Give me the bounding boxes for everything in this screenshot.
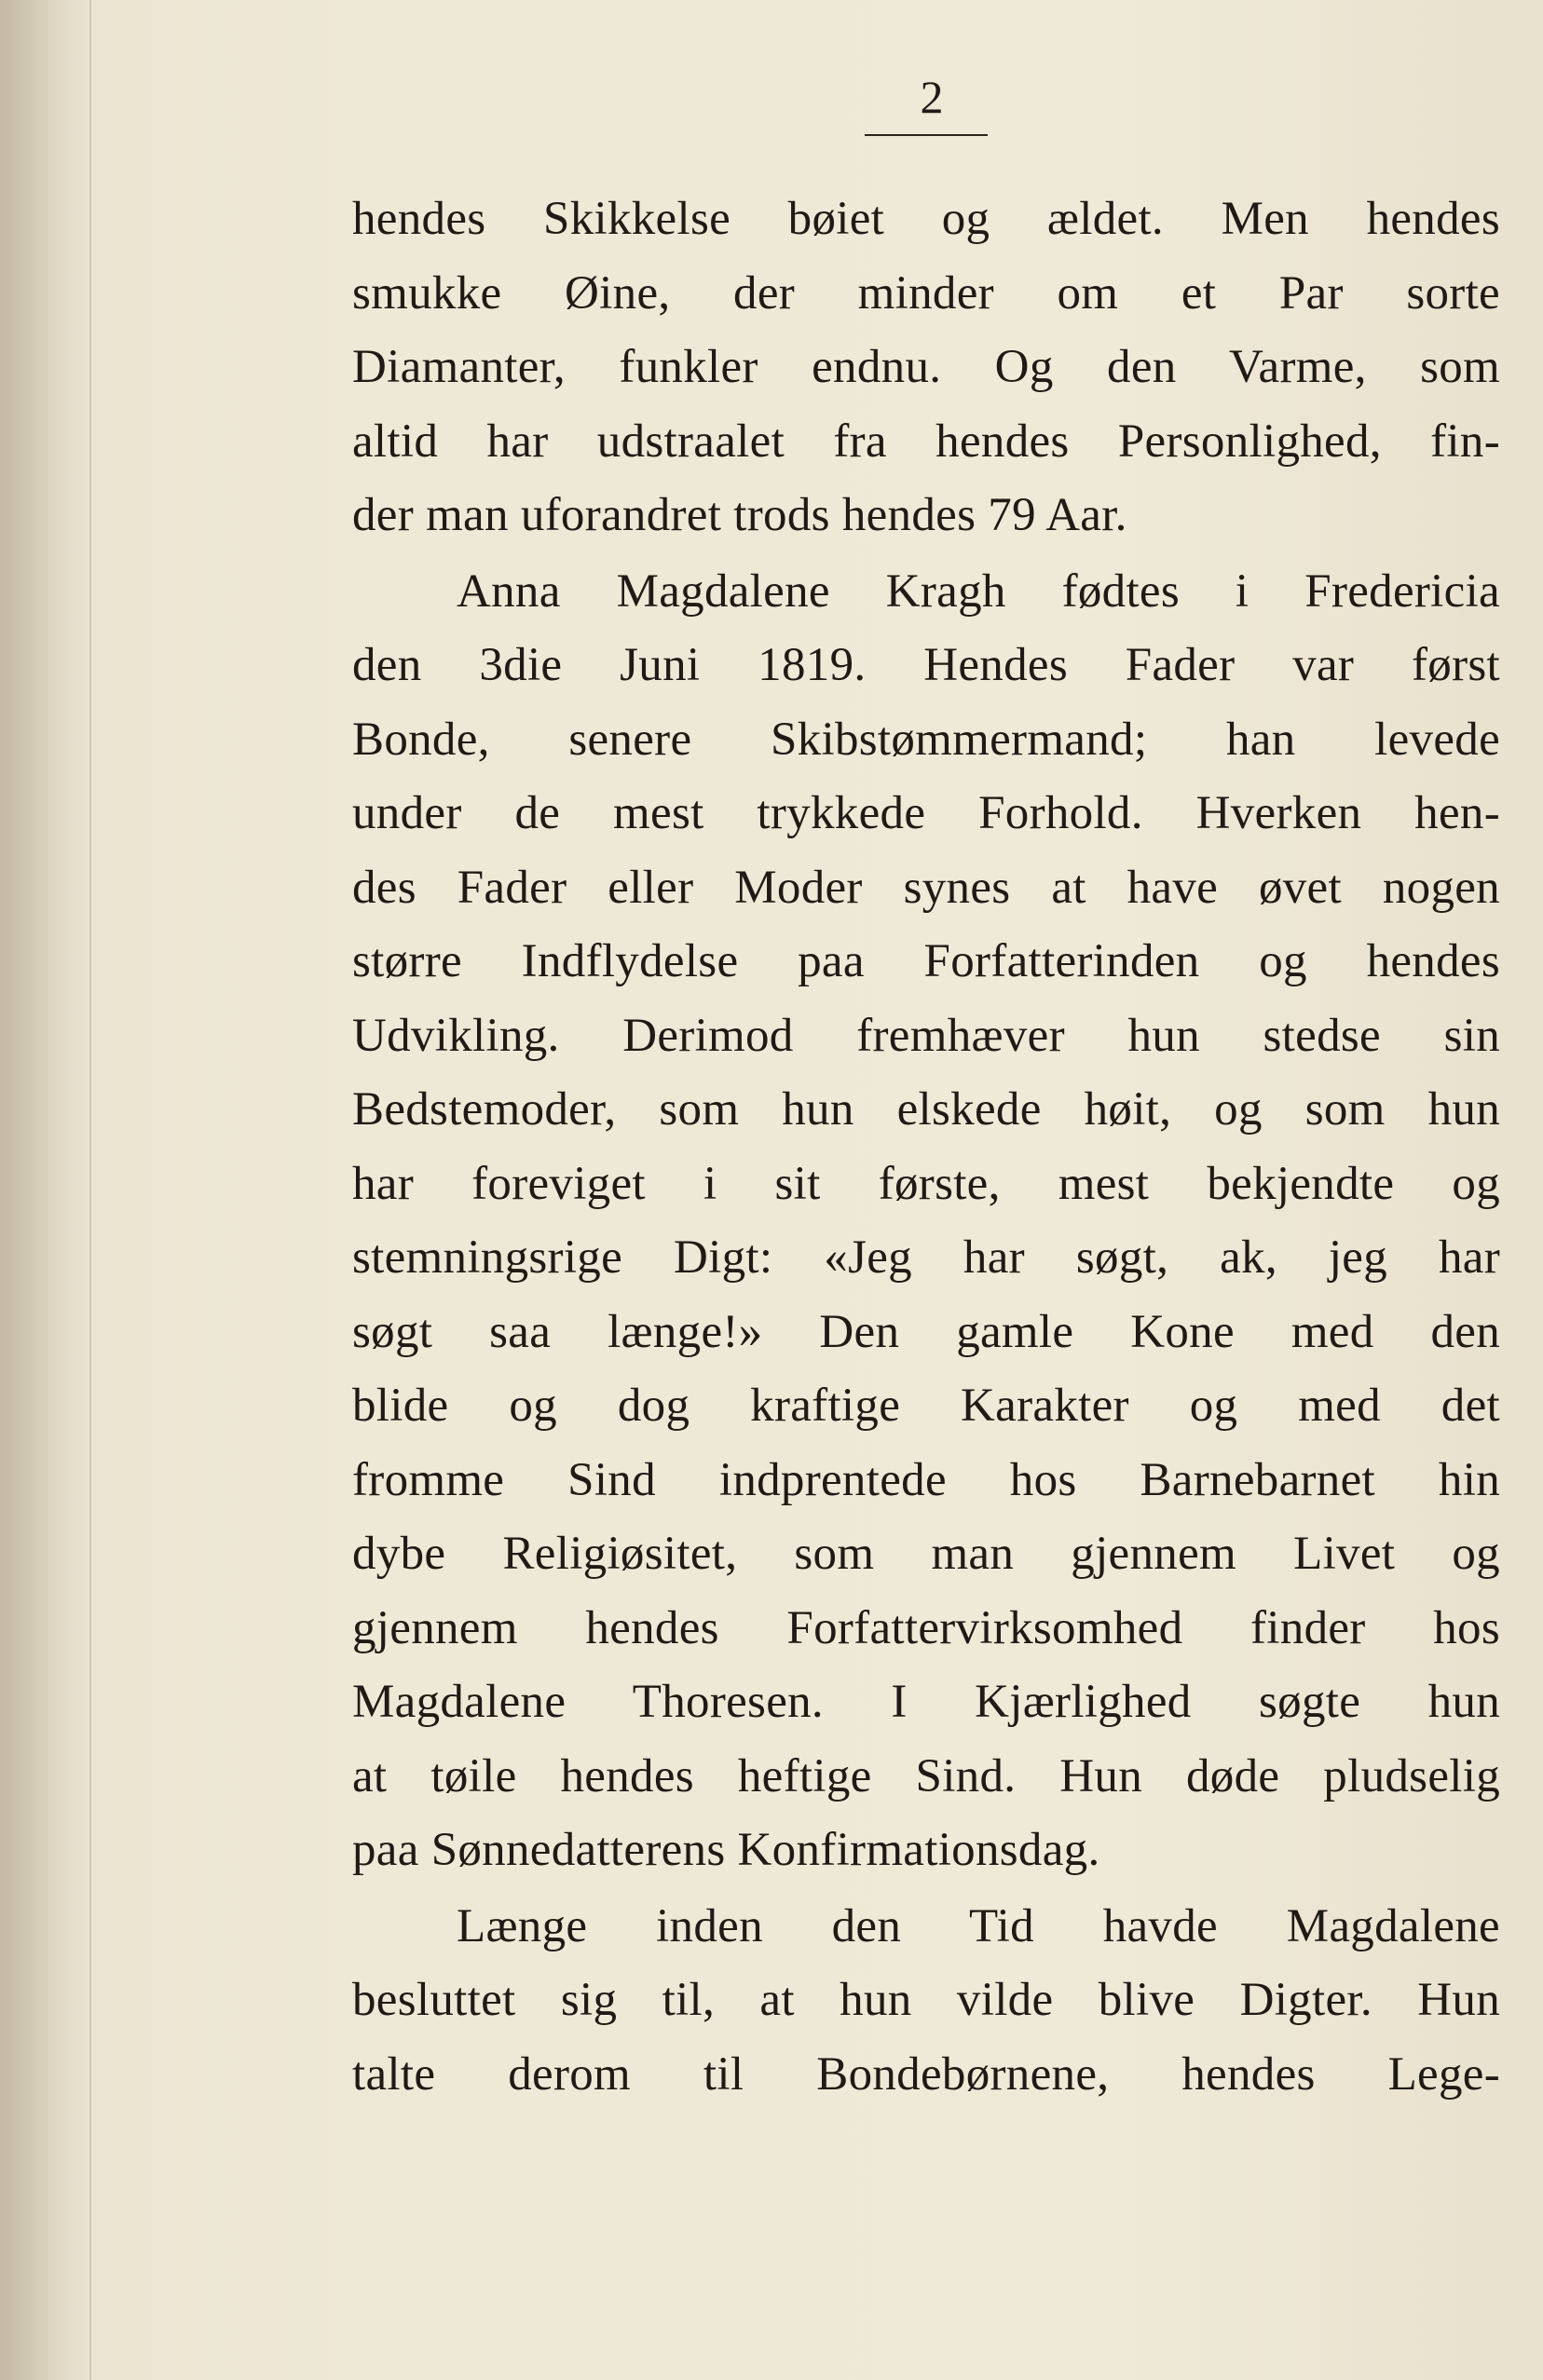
- text-line: gjennem hendes Forfattervirksomhed finder hos: [352, 1601, 1500, 1654]
- text-line: under de mest trykkede Forhold. Hverken hen-: [352, 787, 1500, 839]
- text-line: smukke Øine, der minder om et Par sorte: [352, 266, 1500, 320]
- page-number-rule: [865, 134, 988, 136]
- text-line: Anna Magdalene Kragh fødtes i Fredericia: [457, 564, 1500, 618]
- text-line: stemningsrige Digt: «Jeg har søgt, ak, jeg har: [352, 1231, 1500, 1284]
- text-line: søgt saa længe!» Den gamle Kone med den: [352, 1305, 1500, 1358]
- text-line: Bonde, senere Skibstømmermand; han levede: [352, 713, 1500, 766]
- text-line: blide og dog kraftige Karakter og med det: [352, 1380, 1500, 1432]
- text-line: Udvikling. Derimod fremhæver hun stedse sin: [352, 1009, 1500, 1062]
- text-line: Diamanter, funkler endnu. Og den Varme, som: [352, 341, 1500, 393]
- text-line: den 3die Juni 1819. Hendes Fader var først: [352, 639, 1500, 691]
- binding-gutter-line: [89, 0, 91, 2380]
- text-line: større Indflydelse paa Forfatterinden og hendes: [352, 935, 1500, 987]
- text-line: Magdalene Thoresen. I Kjærlighed søgte hun: [352, 1676, 1500, 1728]
- body-text: [352, 183, 1500, 2112]
- text-line: der man uforandret trods hendes 79 Aar.: [352, 489, 1127, 541]
- text-line: Længe inden den Tid havde Magdalene: [457, 1899, 1500, 1952]
- binding-gutter-shadow: [0, 0, 93, 2380]
- text-line: besluttet sig til, at hun vilde blive Digter. Hun: [352, 1974, 1500, 2026]
- text-line: des Fader eller Moder synes at have øvet nogen: [352, 861, 1500, 914]
- text-line: dybe Religiøsitet, som man gjennem Livet og: [352, 1528, 1500, 1580]
- text-line: altid har udstraalet fra hendes Personlighed, fin-: [352, 415, 1500, 468]
- text-line: har foreviget i sit første, mest bekjendte og: [352, 1157, 1500, 1210]
- text-line: at tøile hendes heftige Sind. Hun døde pludselig: [352, 1749, 1500, 1802]
- text-line: hendes Skikkelse bøiet og ældet. Men hendes: [352, 193, 1500, 245]
- text-line: Bedstemoder, som hun elskede høit, og som hun: [352, 1083, 1500, 1136]
- text-line: paa Sønnedatterens Konfirmationsdag.: [352, 1824, 1100, 1876]
- text-line: fromme Sind indprentede hos Barnebarnet hin: [352, 1453, 1500, 1506]
- page-number: 2: [920, 71, 944, 123]
- text-line: talte derom til Bondebørnene, hendes Lege-: [352, 2047, 1500, 2101]
